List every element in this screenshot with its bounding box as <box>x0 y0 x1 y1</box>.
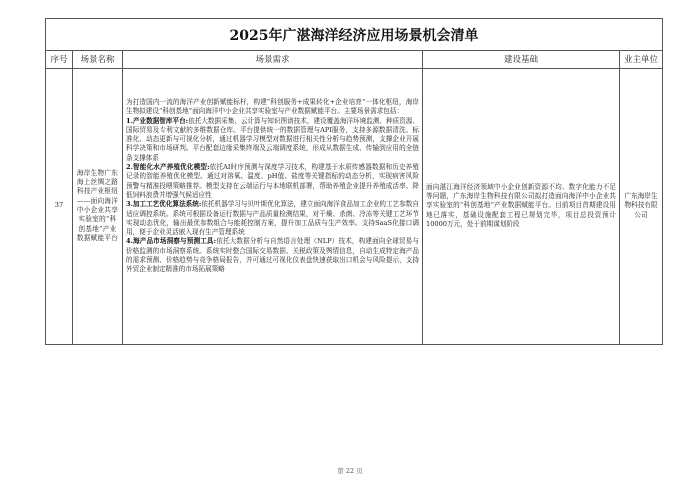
demand-item-heading: 1.产业数据智库平台: <box>126 116 189 125</box>
page-number: 第 22 页 <box>337 467 363 475</box>
header-name: 场景名称 <box>73 50 123 68</box>
header-owner: 业主单位 <box>623 55 658 65</box>
demand-item <box>126 237 419 274</box>
row-construction-basis <box>423 68 620 344</box>
demand-item-heading: 3.加工工艺优化算法系统: <box>126 200 202 209</box>
demand-item-text: 依托机器学习与贝叶斯优化算法，建立面向海洋食品加工企业的工艺参数自适应调控系统。系统可根据设备运行数据与产品质量检测结果，对干燥、杀菌、冷冻等关键工艺环节实现动态优化，输出最优参数组合与能耗控制方案，提升加工品质与生产效率。支持SaaS化接口调用，便于企业灵活嵌入现有生产管理系统 <box>126 200 419 237</box>
basis-text: 面向湛江海洋经济领域中小企业创新资源不均、数字化能力不足等问题，广东海岸生物科技有限公司拟打造面向海洋中小企业共享实验室的“科创基地”产业数据赋能平台。目前项目首期建设用地已落实，基础设施配套工程已规划完毕，项目总投资预计10000万元，处于前期谋划阶段 <box>426 182 616 228</box>
table-title: 2025年广湛海洋经济应用场景机会清单 <box>46 19 662 51</box>
table-row <box>46 68 662 344</box>
header-seq: 序号 <box>46 50 73 68</box>
row-scene-demand <box>123 68 423 344</box>
demand-item-text: 依托大数据分析与自然语言处理（NLP）技术，构建面向全球贸易与价格监测的市场洞察系统。系统实时整合国际交易数据、关税政策及舆情信息，自动生成特定海产品的需求预测、价格趋势与竞争格局报告，并可通过可视化仪表盘快速获取出口机会与风险提示，支持外贸企业制定精准的市场拓展策略 <box>126 237 419 274</box>
demand-item-heading: 2.智能化水产养殖优化模型: <box>126 163 210 172</box>
demand-item-text: 依托AI时序预测与深度学习技术，构建基于水质传感器数据和历史养殖记录的智能养殖优化模型。通过对溶氧、温度、pH值、盐度等关键指标的动态分析，实现病害风险预警与精准投喂策略推荐。模型支持在云端运行与本地联机部署，帮助养殖企业提升养殖成活率、降低饲料浪费并增强气候适应性 <box>126 163 419 199</box>
demand-item <box>126 163 419 200</box>
header-demand: 场景需求 <box>123 50 423 68</box>
opportunity-table <box>45 18 663 345</box>
table-header-row <box>46 50 662 69</box>
demand-intro: 为打造国内一流的海洋产业创新赋能标杆，构建“科创服务+成果转化+企业培育”一体化枢纽，海岸生物拟建设“科创基地”面向海洋中小企业共享实验室与产业数据赋能平台。主要场景需求包括： <box>126 98 419 116</box>
demand-item-heading: 4.海产品市场洞察与预测工具: <box>126 237 217 246</box>
demand-item <box>126 117 419 163</box>
scene-name-text: 海岸生物广东海上丝绸之路科技产业枢纽——面向海洋中小企业共享实验室的“科创基地”产业数据赋能平台 <box>76 168 119 242</box>
demand-item <box>126 200 419 237</box>
row-scene-name <box>73 68 123 344</box>
demand-item-text: 依托大数据采集、云计算与知识图谱技术，建设覆盖海洋环境监测、种质资源、国际贸易及专利文献的多维数据仓库。平台提供统一的数据管理与API服务，支持多源数据清洗、标准化、动态更新与可视化分析，通过机器学习模型对数据进行相关性分析与趋势预测，支撑企业开展科学决策和市场研判。平台配套边缘采集终端及云端调度系统，形成从数据生成、传输到应用的全链条支撑体系 <box>126 116 420 162</box>
owner-text: 广东海岸生物科技有限公司 <box>624 192 658 219</box>
row-owner-unit <box>620 68 662 344</box>
row-seq: 37 <box>46 68 73 344</box>
header-basis: 建设基础 <box>423 50 620 68</box>
